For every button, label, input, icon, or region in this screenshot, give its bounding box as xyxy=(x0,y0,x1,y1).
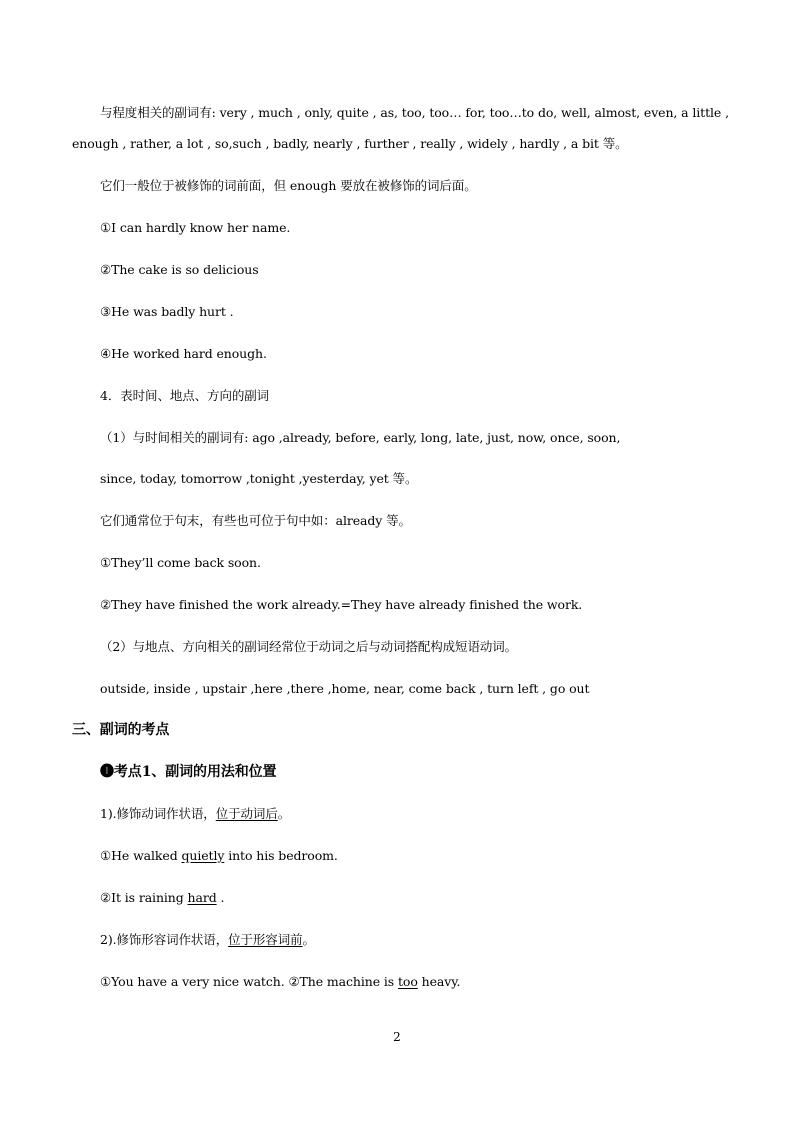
usage-2-suffix: 。 xyxy=(302,932,315,947)
usage-1-prefix: 1).修饰动词作状语， xyxy=(100,806,216,821)
degree-example-1: ①I can hardly know her name. xyxy=(100,220,291,235)
usage-1-example-2-underlined: hard xyxy=(187,890,217,905)
time-adverbs-position: 它们通常位于句末，有些也可位于句中如：already 等。 xyxy=(100,513,411,528)
usage-2-rule xyxy=(100,931,315,949)
degree-adverbs-intro-line-2: enough , rather, a lot , so,such , badly, nearly , further , really , widely , hardly , a bit 等。 xyxy=(72,136,628,151)
degree-example-3: ③He was badly hurt . xyxy=(100,304,234,319)
place-adverbs-list: outside, inside , upstair ,here ,there ,home, near, come back , turn left , go out xyxy=(100,681,590,696)
degree-example-2: ②The cake is so delicious xyxy=(100,262,259,277)
usage-1-example-1-suffix: into his bedroom. xyxy=(224,848,338,863)
usage-1-example-2-suffix: . xyxy=(216,890,225,905)
usage-1-example-1-prefix: ①He walked xyxy=(100,848,182,863)
time-adverbs-intro-line-1: （1）与时间相关的副词有: ago ,already, before, early, long, late, just, now, once, soon, xyxy=(100,430,621,445)
usage-1-example-1-underlined: quietly xyxy=(181,848,225,863)
usage-2-examples xyxy=(100,973,460,991)
place-adverbs-intro: （2）与地点、方向相关的副词经常位于动词之后与动词搭配构成短语动词。 xyxy=(100,639,518,654)
usage-2-example-1: ①You have a very nice watch. xyxy=(100,974,289,989)
usage-1-example-2 xyxy=(100,889,224,907)
kaodian-1-heading: ❶考点1、副词的用法和位置 xyxy=(100,764,277,780)
usage-1-underlined: 位于动词后 xyxy=(215,806,278,821)
usage-2-example-2-underlined: too xyxy=(397,974,418,989)
degree-adverbs-position: 它们一般位于被修饰的词前面，但 enough 要放在被修饰的词后面。 xyxy=(100,178,477,193)
usage-1-rule xyxy=(100,805,290,823)
usage-1-example-2-prefix: ②It is raining xyxy=(100,890,188,905)
degree-example-4: ④He worked hard enough. xyxy=(100,346,267,361)
section-4-title: 4．表时间、地点、方向的副词 xyxy=(100,388,270,403)
section-3-heading: 三、副词的考点 xyxy=(72,722,170,738)
time-adverbs-intro-line-2: since, today, tomorrow ,tonight ,yesterday, yet 等。 xyxy=(100,471,418,486)
usage-2-prefix: 2).修饰形容词作状语， xyxy=(100,932,229,947)
usage-1-example-1 xyxy=(100,847,338,865)
page-number: 2 xyxy=(393,1030,401,1044)
usage-2-underlined: 位于形容词前 xyxy=(228,932,303,947)
time-example-1: ①They’ll come back soon. xyxy=(100,555,261,570)
usage-2-example-2-suffix: heavy. xyxy=(417,974,461,989)
usage-2-example-2-prefix: ②The machine is xyxy=(288,974,398,989)
time-example-2: ②They have finished the work already.=They have already finished the work. xyxy=(100,597,583,612)
usage-1-suffix: 。 xyxy=(277,806,291,821)
degree-adverbs-intro-line-1: 与程度相关的副词有: very , much , only, quite , as, too, too… for, too…to do, well, almost, even, a little , xyxy=(100,105,729,120)
